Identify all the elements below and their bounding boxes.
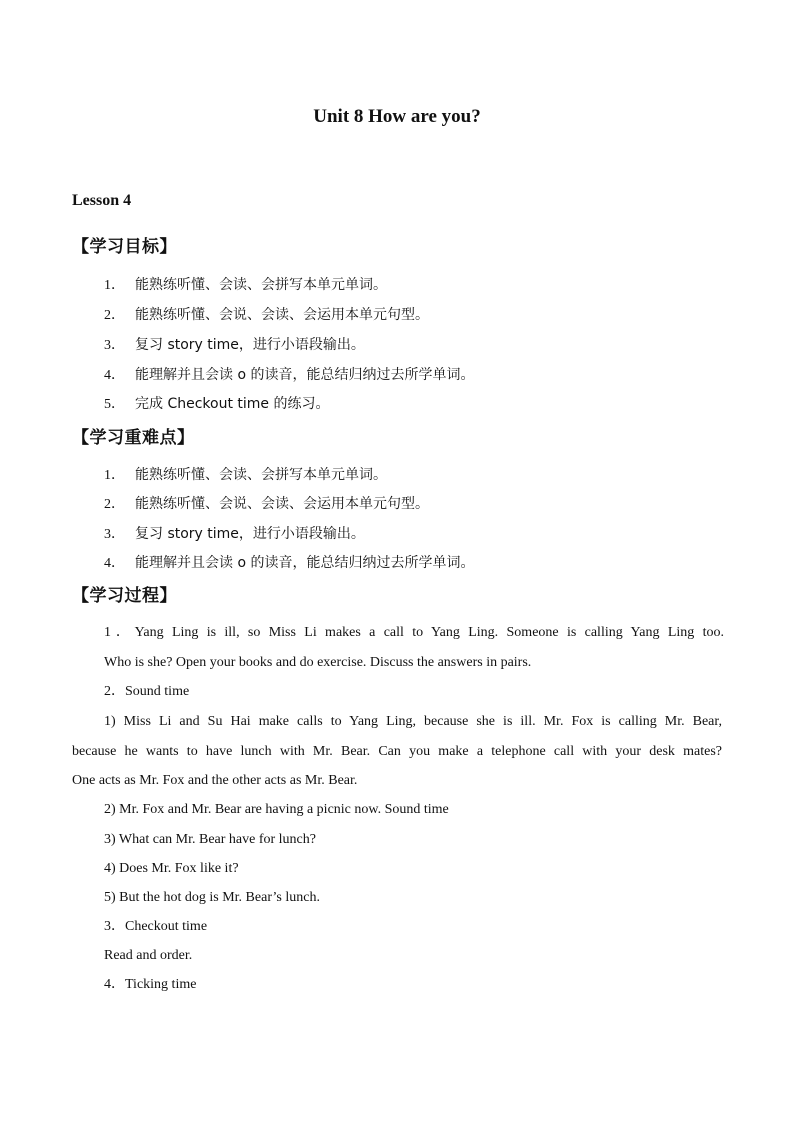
process-line: 1) Miss Li and Su Hai make calls to Yang Ling, because she is ill. Mr. Fox is calling Mr. Bear, — [104, 714, 722, 729]
process-line: Who is she? Open your books and do exercise. Discuss the answers in pairs. — [104, 655, 532, 670]
process-line: One acts as Mr. Fox and the other acts as Mr. Bear. — [72, 773, 358, 788]
process-line: 1．Yang Ling is ill, so Miss Li makes a call to Yang Ling. Someone is calling Yang Ling too. — [104, 625, 724, 640]
process-line: 2．Sound time — [104, 684, 190, 699]
objective-item: 3． 复习 story time，进行小语段输出。 — [104, 337, 365, 353]
objective-item: 2． 能熟练听懂、会说、会读、会运用本单元句型。 — [104, 307, 429, 323]
objective-item: 1． 能熟练听懂、会读、会拼写本单元单词。 — [104, 277, 387, 293]
process-line: because he wants to have lunch with Mr. Bear. Can you make a telephone call with your desk mates? — [72, 744, 722, 759]
process-heading: 【学习过程】 — [72, 586, 177, 606]
lesson-label: Lesson 4 — [72, 192, 132, 209]
page-title: Unit 8 How are you? — [313, 106, 481, 127]
process-line: 3．Checkout time — [104, 919, 208, 934]
key-point-item: 2． 能熟练听懂、会说、会读、会运用本单元句型。 — [104, 496, 429, 512]
process-line: 5) But the hot dog is Mr. Bear’s lunch. — [104, 890, 320, 905]
objectives-heading: 【学习目标】 — [72, 237, 177, 257]
key-point-item: 1． 能熟练听懂、会读、会拼写本单元单词。 — [104, 467, 387, 483]
process-line: 2) Mr. Fox and Mr. Bear are having a picnic now. Sound time — [104, 802, 449, 817]
process-line: 3) What can Mr. Bear have for lunch? — [104, 832, 316, 847]
key-point-item: 3． 复习 story time，进行小语段输出。 — [104, 526, 365, 542]
key-points-heading: 【学习重难点】 — [72, 428, 195, 448]
objective-item: 5． 完成 Checkout time 的练习。 — [104, 396, 330, 412]
process-line: Read and order. — [104, 948, 193, 963]
key-point-item: 4． 能理解并且会读 o 的读音，能总结归纳过去所学单词。 — [104, 555, 475, 571]
process-line: 4．Ticking time — [104, 977, 197, 992]
objective-item: 4． 能理解并且会读 o 的读音，能总结归纳过去所学单词。 — [104, 367, 475, 383]
process-line: 4) Does Mr. Fox like it? — [104, 861, 239, 876]
